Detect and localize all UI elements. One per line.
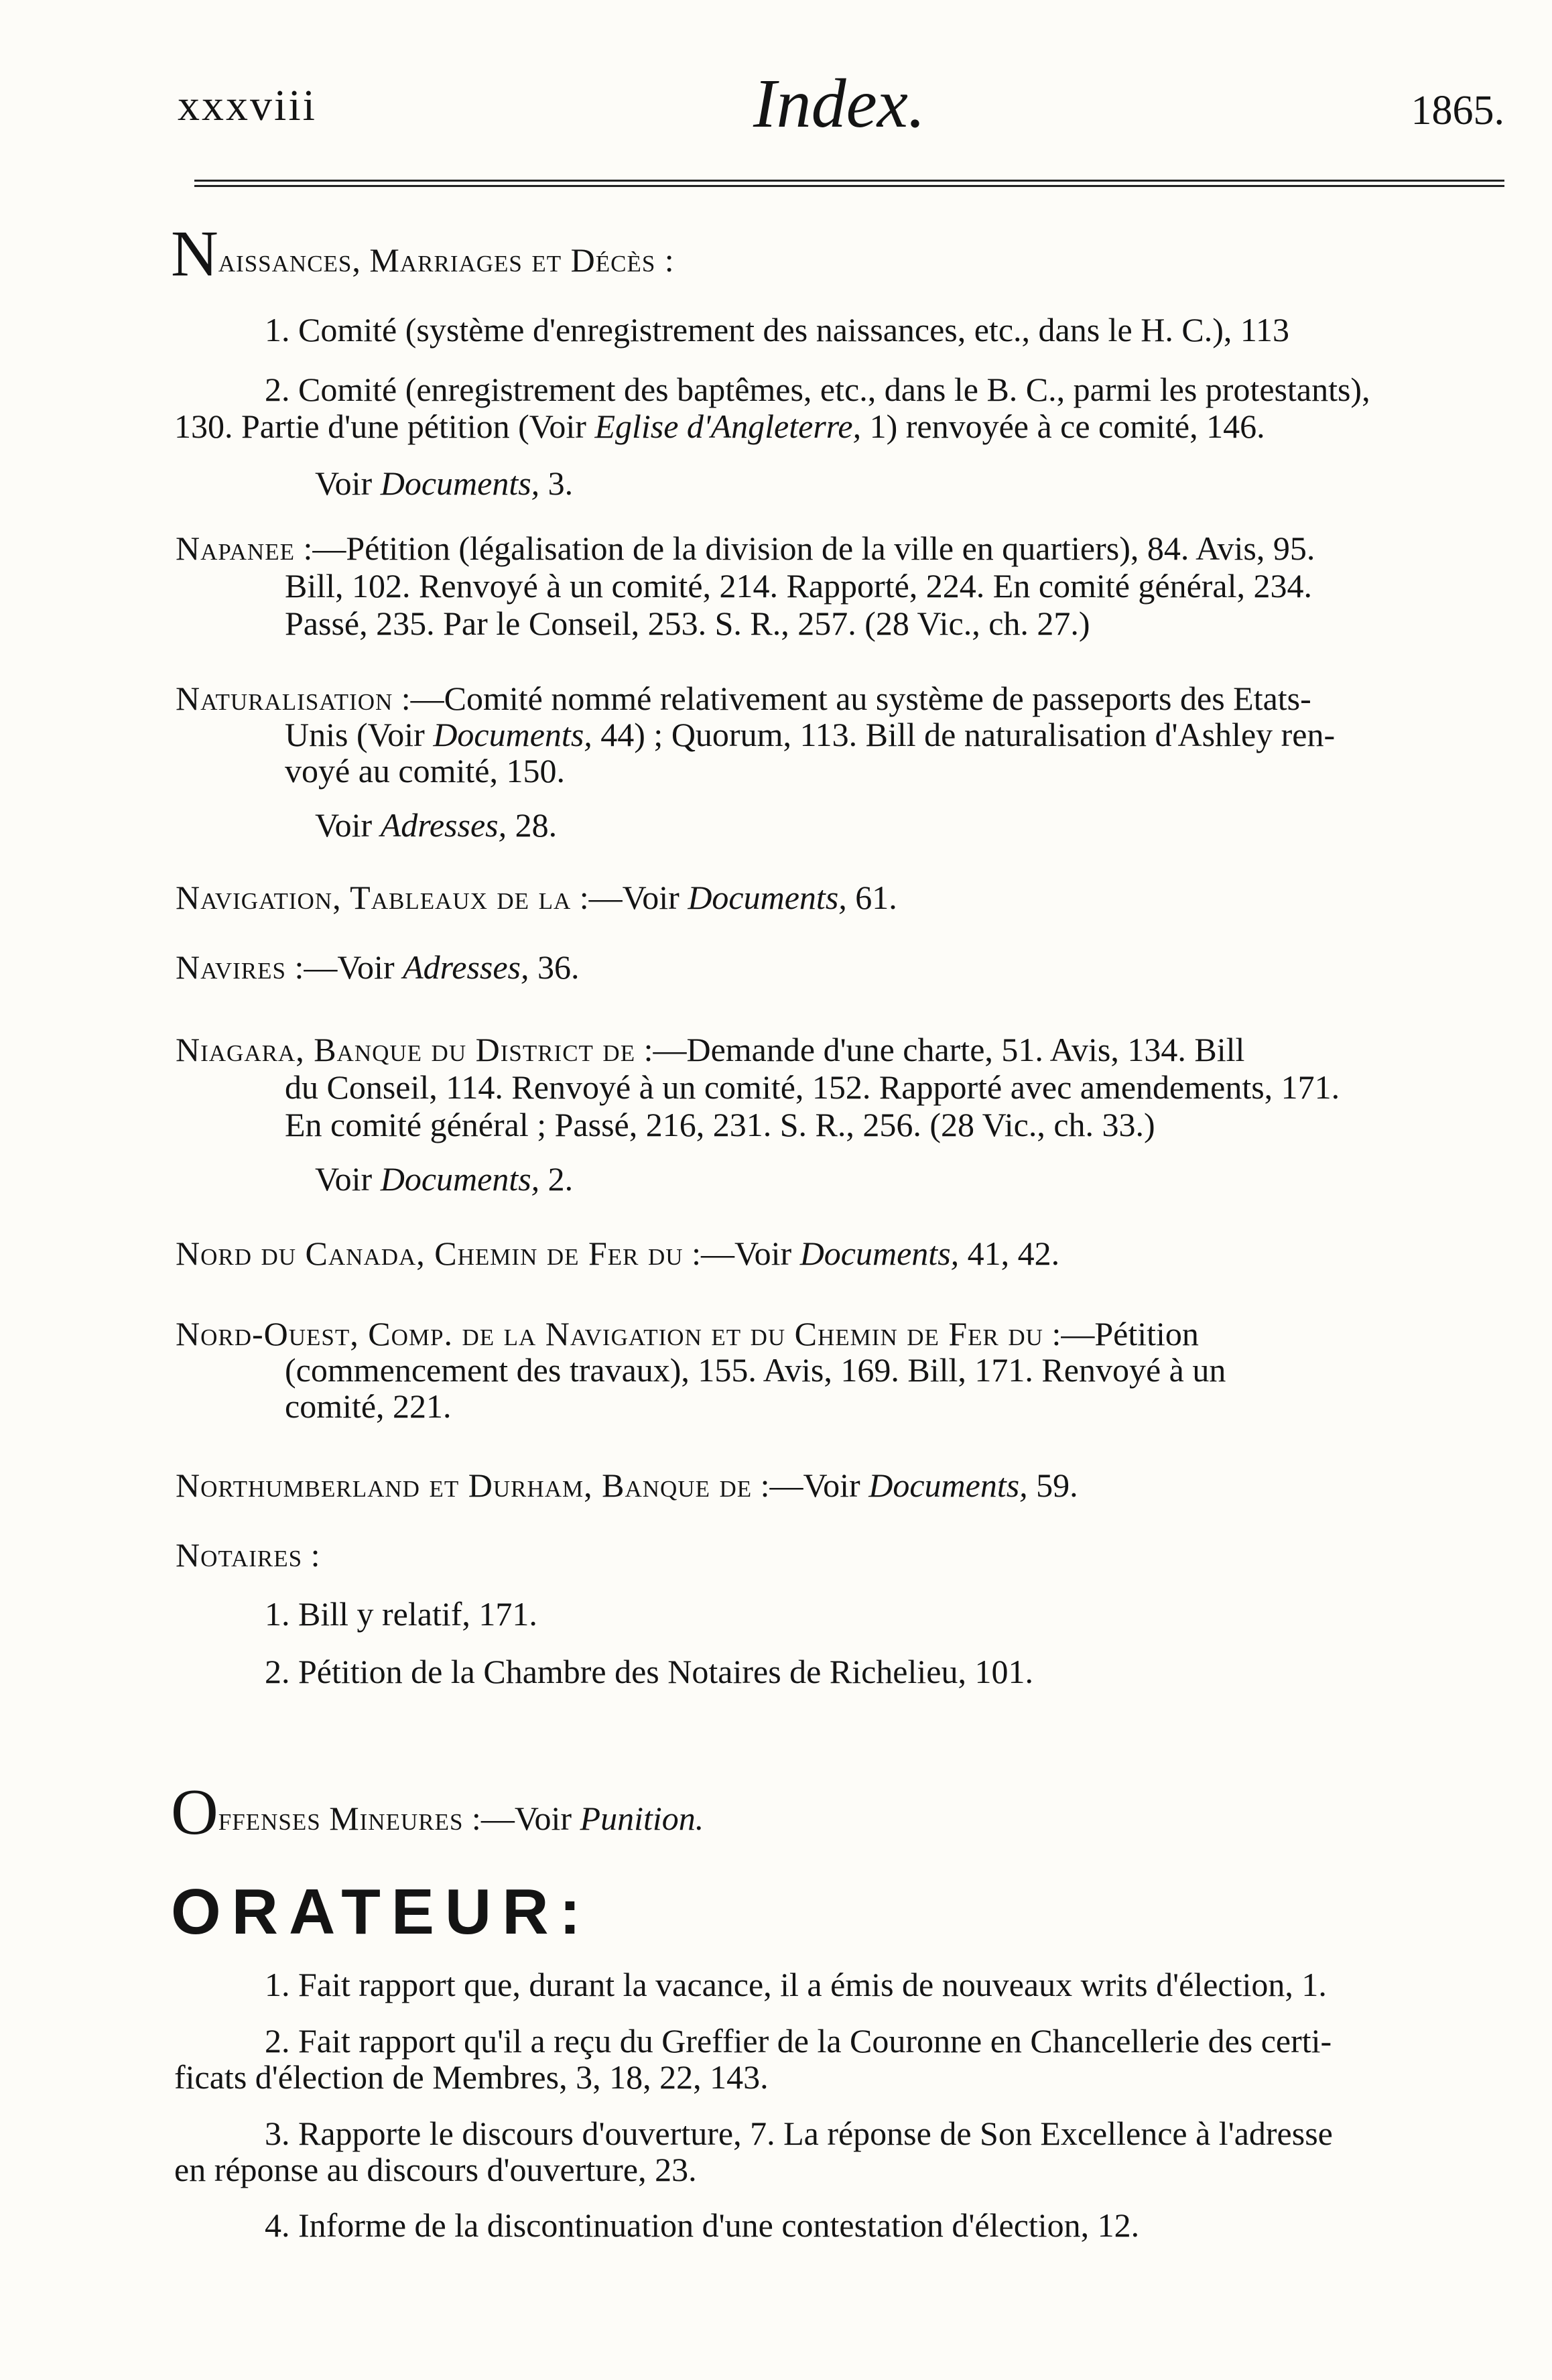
header-rule-top: [194, 180, 1504, 182]
entry-heading-navires: Navires: [176, 948, 286, 986]
entry-heading-niagara: Niagara, Banque du District de: [176, 1031, 636, 1068]
naissances-item-2-line-2: 130. Partie d'une pétition (Voir Eglise d'Angleterre, 1) renvoyée à ce comité, 146.: [174, 408, 1265, 445]
niagara-line-1: Niagara, Banque du District de :—Demande d'une charte, 51. Avis, 134. Bill: [176, 1031, 1245, 1068]
orateur-item-3-line-1: 3. Rapporte le discours d'ouverture, 7. La réponse de Son Excellence à l'adresse: [265, 2115, 1333, 2152]
page-number: xxxviii: [178, 81, 318, 130]
naissances-item-2-line-1: 2. Comité (enregistrement des baptêmes, etc., dans le B. C., parmi les protestants),: [265, 371, 1370, 408]
drop-initial-n: N: [171, 218, 218, 290]
niagara-line-2: du Conseil, 114. Renvoyé à un comité, 152. Rapporté avec amendements, 171.: [285, 1068, 1340, 1106]
napanee-line-1: Napanee :—Pétition (légalisation de la division de la ville en quartiers), 84. Avis, 95.: [176, 529, 1315, 567]
naturalisation-voir: Voir Adresses, 28.: [315, 806, 558, 844]
entry-heading-navigation: Navigation, Tableaux de la: [176, 879, 572, 916]
orateur-item-2-line-1: 2. Fait rapport qu'il a reçu du Greffier de la Couronne en Chancellerie des certi-: [265, 2022, 1332, 2060]
naissances-item-1: 1. Comité (système d'enregistrement des naissances, etc., dans le H. C.), 113: [265, 311, 1290, 349]
navires-entry: Navires :—Voir Adresses, 36.: [176, 948, 580, 986]
naissances-voir: Voir Documents, 3.: [315, 464, 574, 502]
nord-canada-entry: Nord du Canada, Chemin de Fer du :—Voir Documents, 41, 42.: [176, 1235, 1060, 1272]
entry-heading-orateur: ORATEUR:: [171, 1876, 592, 1948]
orateur-item-4: 4. Informe de la discontinuation d'une contestation d'élection, 12.: [265, 2206, 1140, 2244]
orateur-item-1: 1. Fait rapport que, durant la vacance, il a émis de nouveaux writs d'élection, 1.: [265, 1966, 1327, 2003]
naturalisation-line-3: voyé au comité, 150.: [285, 752, 565, 790]
entry-heading-notaires: Notaires: [176, 1536, 303, 1574]
notaires-item-1: 1. Bill y relatif, 171.: [265, 1595, 537, 1633]
notaires-item-2: 2. Pétition de la Chambre des Notaires de Richelieu, 101.: [265, 1653, 1033, 1690]
nord-ouest-line-2: (commencement des travaux), 155. Avis, 169. Bill, 171. Renvoyé à un: [285, 1351, 1226, 1389]
nord-ouest-line-3: comité, 221.: [285, 1387, 452, 1425]
navigation-entry: Navigation, Tableaux de la :—Voir Documents, 61.: [176, 879, 897, 916]
napanee-line-2: Bill, 102. Renvoyé à un comité, 214. Rapporté, 224. En comité général, 234.: [285, 567, 1313, 605]
notaires-heading-line: Notaires :: [176, 1536, 320, 1574]
entry-heading-nord-canada: Nord du Canada, Chemin de Fer du: [176, 1235, 684, 1272]
orateur-item-2-line-2: ficats d'élection de Membres, 3, 18, 22, 143.: [174, 2058, 769, 2096]
nord-ouest-line-1: Nord-Ouest, Comp. de la Navigation et du Chemin de Fer du :—Pétition: [176, 1315, 1199, 1353]
niagara-line-3: En comité général ; Passé, 216, 231. S. R., 256. (28 Vic., ch. 33.): [285, 1106, 1155, 1143]
page-header: [171, 64, 1508, 151]
entry-heading-naissances: Naissances, Marriages et Décès :: [171, 218, 675, 290]
entry-heading-offenses: Offenses Mineures :—Voir Punition.: [171, 1776, 704, 1849]
entry-heading-napanee: Napanee: [176, 529, 295, 567]
page-title: Index.: [753, 65, 925, 142]
entry-heading-naturalisation: Naturalisation: [176, 680, 393, 717]
page-year: 1865.: [1411, 88, 1504, 133]
naturalisation-line-1: Naturalisation :—Comité nommé relativement au système de passeports des Etats-: [176, 680, 1311, 717]
niagara-voir: Voir Documents, 2.: [315, 1160, 574, 1198]
naturalisation-line-2: Unis (Voir Documents, 44) ; Quorum, 113. Bill de naturalisation d'Ashley ren-: [285, 716, 1336, 753]
drop-initial-o: O: [171, 1776, 218, 1849]
orateur-item-3-line-2: en réponse au discours d'ouverture, 23.: [174, 2151, 697, 2188]
entry-heading-nord-ouest: Nord-Ouest, Comp. de la Navigation et du Chemin de Fer du: [176, 1315, 1043, 1353]
napanee-line-3: Passé, 235. Par le Conseil, 253. S. R., 257. (28 Vic., ch. 27.): [285, 605, 1090, 642]
entry-heading-northumberland: Northumberland et Durham, Banque de: [176, 1466, 753, 1504]
northumberland-entry: Northumberland et Durham, Banque de :—Voir Documents, 59.: [176, 1466, 1078, 1504]
header-rule-bottom: [194, 185, 1504, 187]
